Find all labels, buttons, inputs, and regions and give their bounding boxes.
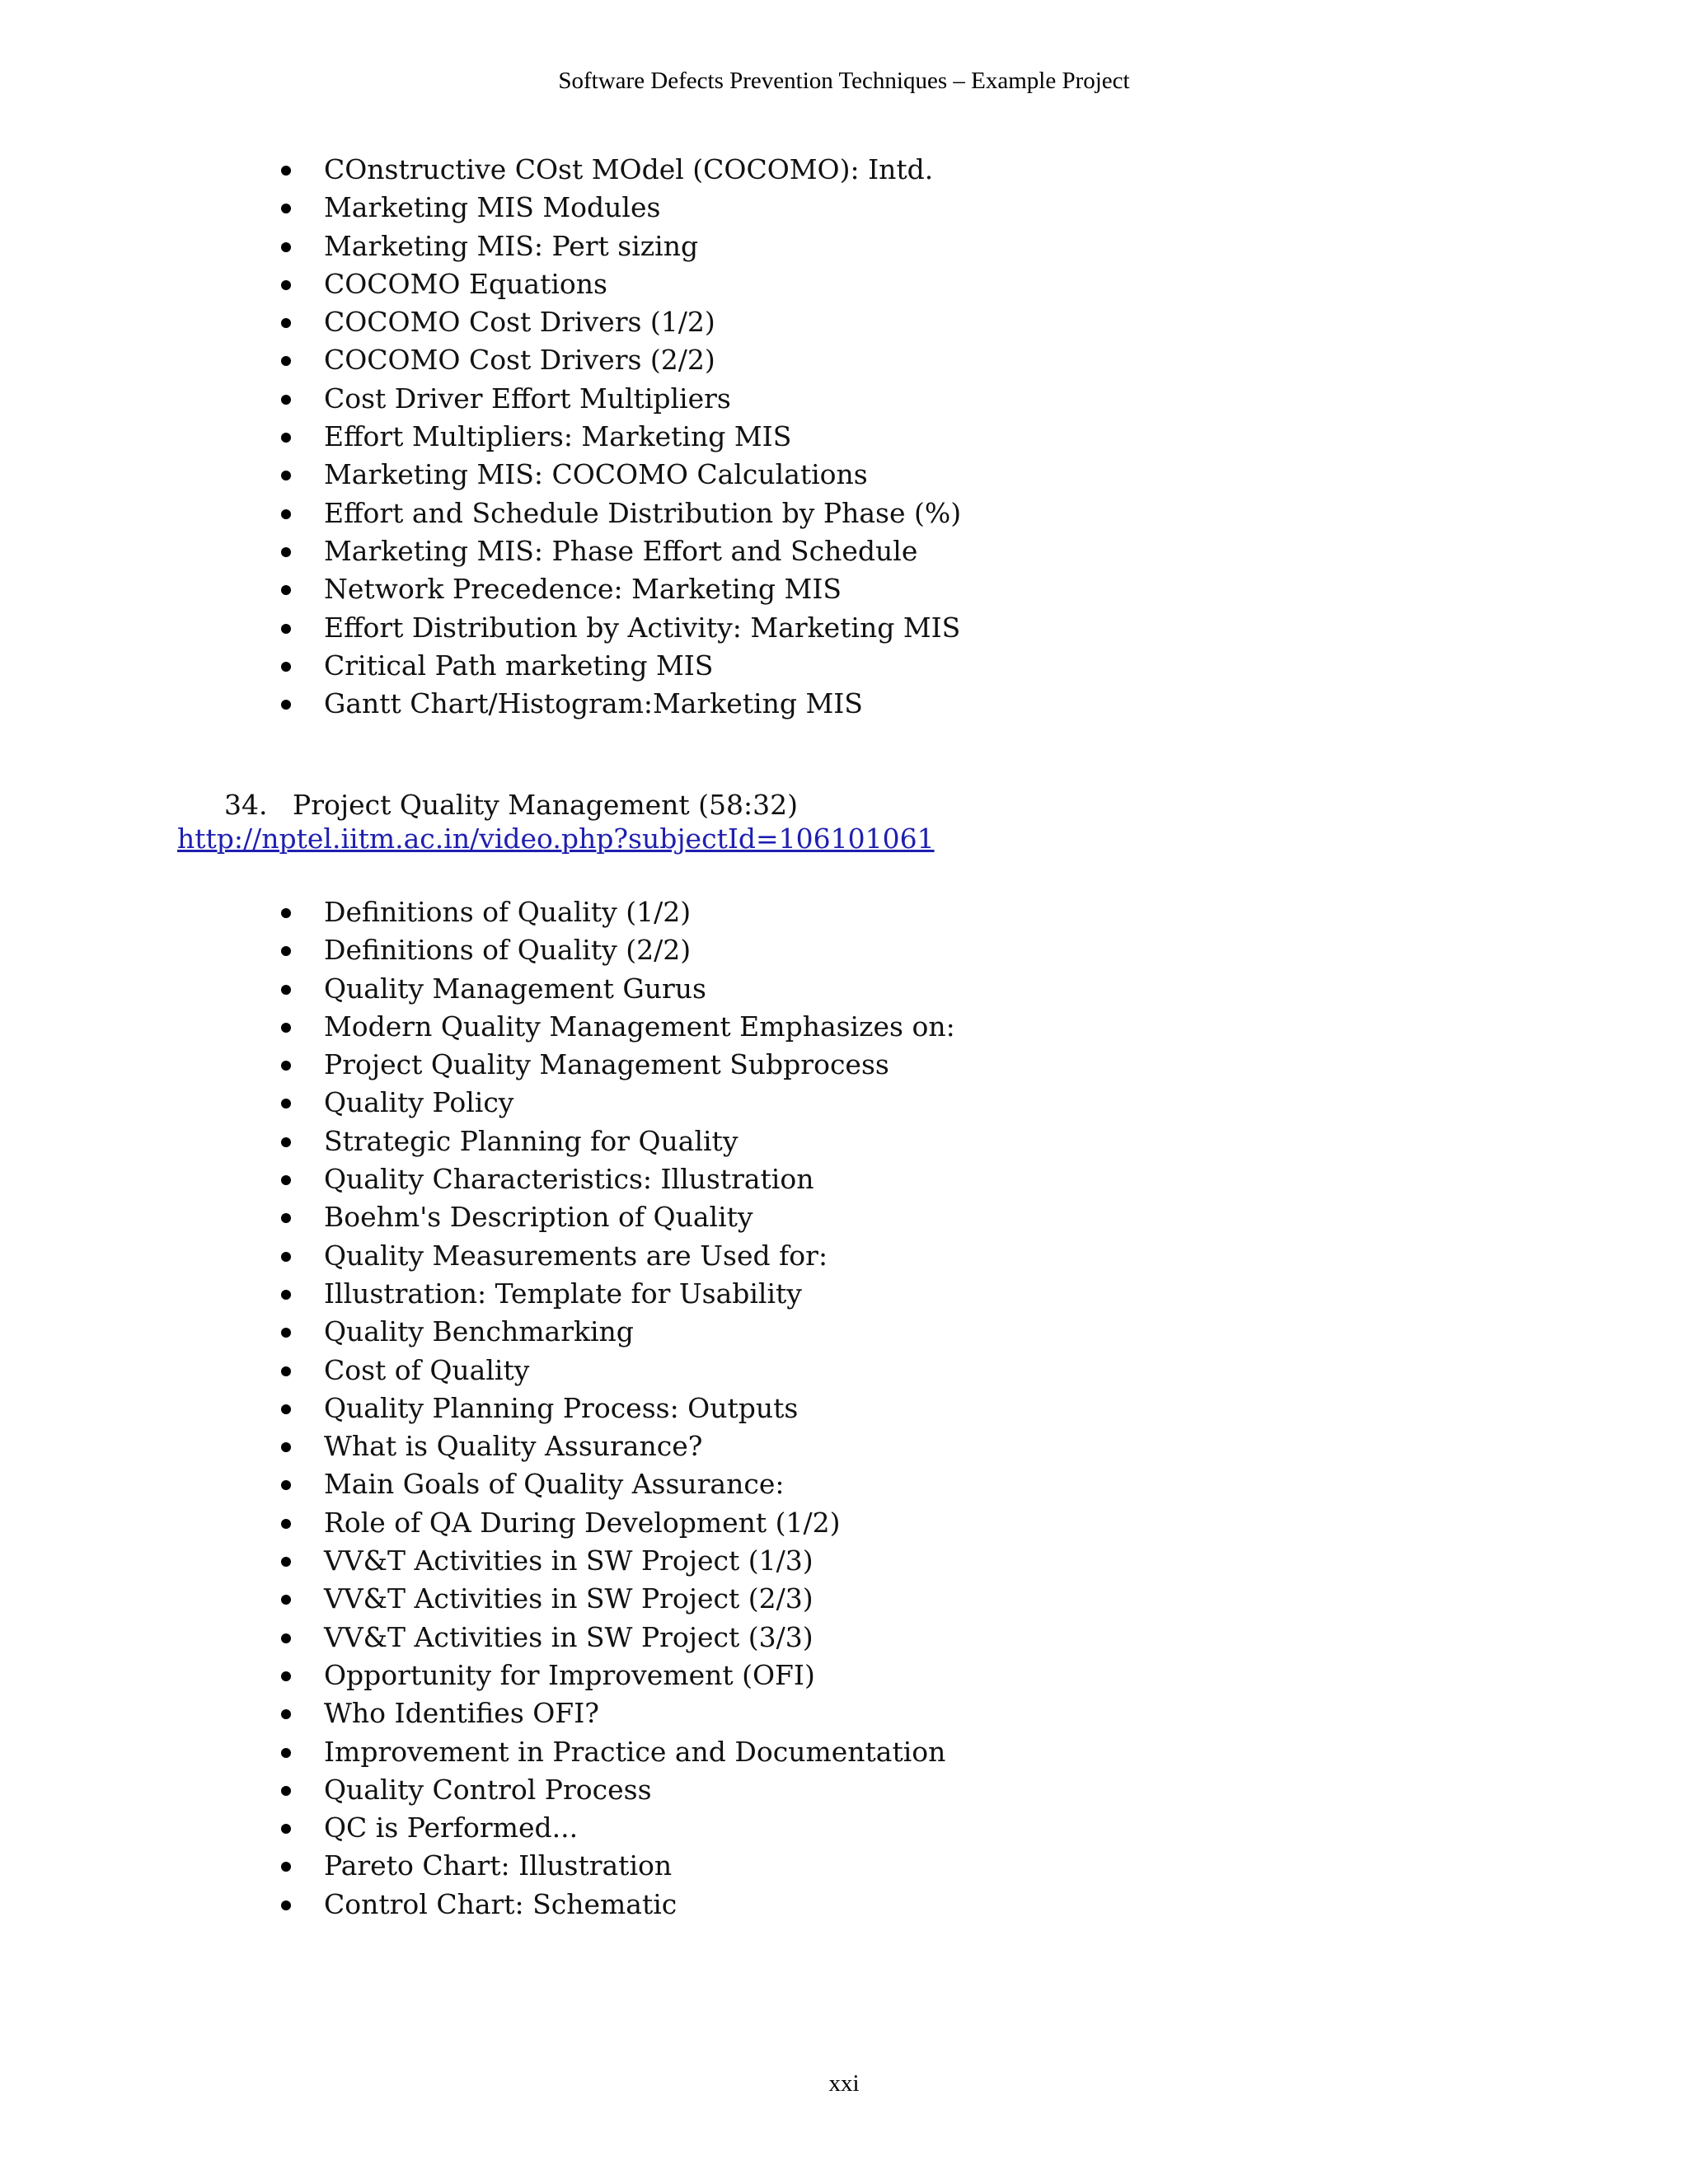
list-item: Cost of Quality <box>324 1352 955 1390</box>
list-item: Cost Driver Effort Multipliers <box>324 380 961 418</box>
list-item: Quality Planning Process: Outputs <box>324 1390 955 1427</box>
list-item: QC is Performed... <box>324 1809 955 1847</box>
section-title: Project Quality Management (58:32) <box>292 789 799 821</box>
list-item: Role of QA During Development (1/2) <box>324 1504 955 1542</box>
section-heading <box>224 789 798 821</box>
list-item: Gantt Chart/Histogram:Marketing MIS <box>324 685 961 723</box>
list-item: COnstructive COst MOdel (COCOMO): Intd. <box>324 151 961 189</box>
list-item: Boehm's Description of Quality <box>324 1198 955 1236</box>
list-item: VV&T Activities in SW Project (1/3) <box>324 1542 955 1580</box>
list-item: Quality Benchmarking <box>324 1313 955 1351</box>
list-item: Critical Path marketing MIS <box>324 647 961 685</box>
list-item: COCOMO Cost Drivers (2/2) <box>324 341 961 379</box>
list-item: Quality Policy <box>324 1084 955 1122</box>
list-item: Marketing MIS Modules <box>324 189 961 227</box>
list-item: VV&T Activities in SW Project (2/3) <box>324 1580 955 1618</box>
video-link[interactable]: http://nptel.iitm.ac.in/video.php?subjectId=106101061 <box>177 823 935 855</box>
list-item: What is Quality Assurance? <box>324 1427 955 1465</box>
list-item: Modern Quality Management Emphasizes on: <box>324 1008 955 1046</box>
list-item: Control Chart: Schematic <box>324 1886 955 1924</box>
list-item: Quality Measurements are Used for: <box>324 1237 955 1275</box>
list-item: Project Quality Management Subprocess <box>324 1046 955 1084</box>
list-item: Definitions of Quality (1/2) <box>324 893 955 931</box>
list-item: Opportunity for Improvement (OFI) <box>324 1657 955 1694</box>
list-item: Marketing MIS: COCOMO Calculations <box>324 456 961 494</box>
list-item: VV&T Activities in SW Project (3/3) <box>324 1619 955 1657</box>
section-number: 34. <box>224 789 268 821</box>
list-item: Effort and Schedule Distribution by Phase (%) <box>324 494 961 532</box>
list-item: Effort Distribution by Activity: Marketing MIS <box>324 609 961 647</box>
list-item: Effort Multipliers: Marketing MIS <box>324 418 961 456</box>
topic-list-cocomo <box>324 151 961 723</box>
list-item: COCOMO Equations <box>324 265 961 303</box>
list-item: Illustration: Template for Usability <box>324 1275 955 1313</box>
page-number: xxi <box>828 2070 860 2097</box>
list-item: Definitions of Quality (2/2) <box>324 931 955 969</box>
list-item: Who Identifies OFI? <box>324 1694 955 1732</box>
list-item: COCOMO Cost Drivers (1/2) <box>324 303 961 341</box>
topic-list-quality <box>324 893 955 1924</box>
page-header: Software Defects Prevention Techniques – Example Project <box>558 68 1130 94</box>
list-item: Main Goals of Quality Assurance: <box>324 1465 955 1503</box>
list-item: Quality Control Process <box>324 1771 955 1809</box>
list-item: Improvement in Practice and Documentation <box>324 1733 955 1771</box>
list-item: Pareto Chart: Illustration <box>324 1847 955 1885</box>
list-item: Marketing MIS: Pert sizing <box>324 227 961 265</box>
list-item: Quality Characteristics: Illustration <box>324 1160 955 1198</box>
list-item: Network Precedence: Marketing MIS <box>324 570 961 608</box>
list-item: Marketing MIS: Phase Effort and Schedule <box>324 532 961 570</box>
list-item: Strategic Planning for Quality <box>324 1122 955 1160</box>
list-item: Quality Management Gurus <box>324 970 955 1008</box>
